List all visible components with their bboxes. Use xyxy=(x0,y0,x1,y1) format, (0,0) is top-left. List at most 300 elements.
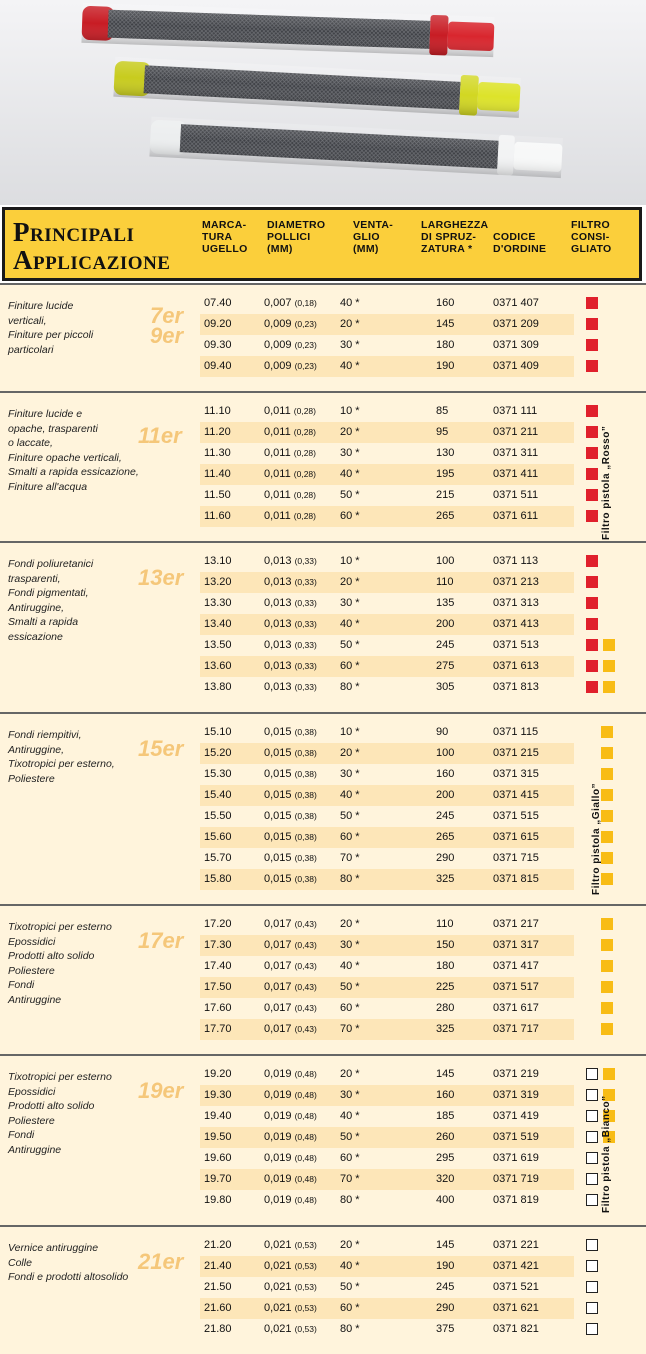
diameter-value xyxy=(264,810,317,822)
group-description-line: Finiture all'acqua xyxy=(8,480,88,493)
spray-width-value: 145 xyxy=(436,1068,455,1080)
order-code: 0371 407 xyxy=(493,297,539,309)
spray-width-value: 265 xyxy=(436,831,455,843)
group-description-line: Tixotropici per esterno xyxy=(8,921,112,933)
nozzle-series-mark: 9er xyxy=(150,323,184,348)
white-filter-indicator xyxy=(586,1068,598,1080)
diameter-mm: (0,53) xyxy=(294,1282,317,1292)
table-row xyxy=(200,1190,574,1211)
order-code: 0371 819 xyxy=(493,1194,539,1206)
yellow-filter-indicator xyxy=(601,939,613,951)
white-filter-indicator xyxy=(586,1239,598,1251)
diameter-value xyxy=(264,981,317,993)
order-code: 0371 215 xyxy=(493,747,539,759)
filter-label-bianco: Filtro pistola „Bianco” xyxy=(601,1095,612,1213)
fan-angle-value: 20 * xyxy=(340,918,360,930)
diameter-value xyxy=(264,726,317,738)
white-filter-indicator xyxy=(586,1173,598,1185)
group-description-line: Epossidici xyxy=(8,1085,56,1098)
diameter-inches: 0,019 xyxy=(264,1131,292,1143)
red-filter-indicator xyxy=(586,468,598,480)
table-row xyxy=(200,1085,574,1106)
fan-angle-value: 60 * xyxy=(340,660,360,672)
diameter-inches: 0,013 xyxy=(264,660,292,672)
diameter-value xyxy=(264,639,317,651)
diameter-inches: 0,015 xyxy=(264,831,292,843)
spray-width-value: 100 xyxy=(436,555,455,567)
order-code: 0371 317 xyxy=(493,939,539,951)
diameter-value xyxy=(264,918,317,930)
diameter-inches: 0,015 xyxy=(264,789,292,801)
nozzle-marking: 13.60 xyxy=(204,660,232,672)
spray-width-value: 265 xyxy=(436,510,455,522)
table-row xyxy=(200,1019,574,1040)
yellow-filter-indicator xyxy=(601,873,613,885)
fan-angle-value: 60 * xyxy=(340,510,360,522)
table-row xyxy=(200,743,574,764)
order-code: 0371 511 xyxy=(493,489,539,501)
order-code: 0371 313 xyxy=(493,597,539,609)
diameter-value xyxy=(264,405,316,417)
yellow-filter-indicator xyxy=(601,747,613,759)
diameter-inches: 0,019 xyxy=(264,1110,292,1122)
diameter-mm: (0,38) xyxy=(294,874,317,884)
group-description-line: Vernice antiruggine xyxy=(8,1242,99,1254)
nozzle-group xyxy=(0,1056,646,1225)
red-filter-indicator xyxy=(586,597,598,609)
fan-angle-value: 80 * xyxy=(340,1194,360,1206)
order-code: 0371 415 xyxy=(493,789,539,801)
nozzle-marking: 21.20 xyxy=(204,1239,232,1251)
table-row xyxy=(200,827,574,848)
diameter-value xyxy=(264,1152,317,1164)
diameter-value xyxy=(264,768,317,780)
diameter-mm: (0,53) xyxy=(294,1261,317,1271)
group-description-line: Epossidici xyxy=(8,935,56,948)
diameter-mm: (0,53) xyxy=(294,1324,317,1334)
nozzle-marking: 11.30 xyxy=(204,447,231,459)
diameter-mm: (0,38) xyxy=(294,748,317,758)
order-code: 0371 315 xyxy=(493,768,539,780)
nozzle-marking: 17.30 xyxy=(204,939,232,951)
order-code: 0371 519 xyxy=(493,1131,539,1143)
diameter-inches: 0,015 xyxy=(264,810,292,822)
diameter-inches: 0,013 xyxy=(264,576,292,588)
diameter-value xyxy=(264,318,317,330)
spray-width-value: 130 xyxy=(436,447,455,459)
white-filter-indicator xyxy=(586,1110,598,1122)
group-description-line: Smalti a rapida essicazione, xyxy=(8,466,139,478)
red-filter-indicator xyxy=(586,660,598,672)
fan-angle-value: 30 * xyxy=(340,1089,360,1101)
group-description-line: opache, trasparenti xyxy=(8,422,98,435)
diameter-value xyxy=(264,852,317,864)
spray-width-value: 160 xyxy=(436,1089,455,1101)
table-row xyxy=(200,1256,574,1277)
yellow-filter-indicator xyxy=(601,981,613,993)
red-filter-indicator xyxy=(586,426,598,438)
diameter-value xyxy=(264,339,317,351)
diameter-mm: (0,23) xyxy=(294,361,317,371)
group-description-line: Tixotropici per esterno xyxy=(8,1071,112,1083)
nozzle-marking: 11.60 xyxy=(204,510,231,522)
fan-angle-value: 50 * xyxy=(340,1131,360,1143)
group-description-line: Finiture opache verticali, xyxy=(8,451,122,464)
spray-width-value: 225 xyxy=(436,981,455,993)
nozzle-marking: 17.40 xyxy=(204,960,232,972)
order-code: 0371 717 xyxy=(493,1023,539,1035)
order-code: 0371 517 xyxy=(493,981,539,993)
nozzle-series-mark: 17er xyxy=(138,928,184,953)
yellow-filter-indicator xyxy=(601,789,613,801)
diameter-mm: (0,38) xyxy=(294,727,317,737)
diameter-value xyxy=(264,510,316,522)
group-description-line: Fondi xyxy=(8,979,35,991)
order-code: 0371 513 xyxy=(493,639,539,651)
red-filter-indicator xyxy=(586,360,598,372)
diameter-value xyxy=(264,489,316,501)
nozzle-group xyxy=(0,1227,646,1354)
group-description-line: Poliestere xyxy=(8,1114,55,1127)
nozzle-marking: 15.20 xyxy=(204,747,232,759)
diameter-inches: 0,013 xyxy=(264,681,292,693)
diameter-inches: 0,011 xyxy=(264,405,291,417)
diameter-value xyxy=(264,939,317,951)
white-filter-indicator xyxy=(586,1323,598,1335)
spray-width-value: 180 xyxy=(436,960,455,972)
spray-width-value: 195 xyxy=(436,468,455,480)
spray-width-value: 135 xyxy=(436,597,455,609)
nozzle-marking: 11.50 xyxy=(204,489,231,501)
red-filter-indicator xyxy=(586,576,598,588)
group-description-line: Prodotti alto solido xyxy=(8,950,95,962)
yellow-filter-indicator xyxy=(603,1068,615,1080)
group-description-line: Poliestere xyxy=(8,964,55,977)
nozzle-marking: 17.20 xyxy=(204,918,232,930)
yellow-filter-indicator xyxy=(601,960,613,972)
nozzle-marking: 19.30 xyxy=(204,1089,232,1101)
fan-angle-value: 20 * xyxy=(340,576,360,588)
order-code: 0371 211 xyxy=(493,426,539,438)
order-code: 0371 521 xyxy=(493,1281,539,1293)
diameter-inches: 0,021 xyxy=(264,1281,292,1293)
diameter-mm: (0,33) xyxy=(294,619,317,629)
header-col-ugello: MARCA- TURA UGELLO xyxy=(202,219,248,255)
order-code: 0371 309 xyxy=(493,339,539,351)
table-row xyxy=(200,464,574,485)
spray-width-value: 325 xyxy=(436,873,455,885)
table-row xyxy=(200,1319,574,1340)
order-code: 0371 715 xyxy=(493,852,539,864)
nozzle-marking: 13.30 xyxy=(204,597,232,609)
diameter-inches: 0,017 xyxy=(264,981,292,993)
group-description-line: Fondi pigmentati, xyxy=(8,587,89,599)
nozzle-marking: 21.80 xyxy=(204,1323,232,1335)
diameter-value xyxy=(264,447,316,459)
spray-width-value: 90 xyxy=(436,726,449,738)
spray-width-value: 275 xyxy=(436,660,455,672)
order-code: 0371 613 xyxy=(493,660,539,672)
diameter-inches: 0,019 xyxy=(264,1194,292,1206)
order-code: 0371 217 xyxy=(493,918,539,930)
diameter-inches: 0,019 xyxy=(264,1152,292,1164)
spray-width-value: 200 xyxy=(436,618,455,630)
yellow-filter-indicator xyxy=(601,1002,613,1014)
nozzle-marking: 17.70 xyxy=(204,1023,232,1035)
spray-width-value: 190 xyxy=(436,360,455,372)
diameter-value xyxy=(264,297,317,309)
diameter-mm: (0,28) xyxy=(293,490,316,500)
table-row xyxy=(200,656,574,677)
order-code: 0371 115 xyxy=(493,726,539,738)
table-row xyxy=(200,485,574,506)
spray-width-value: 325 xyxy=(436,1023,455,1035)
nozzle-marking: 09.40 xyxy=(204,360,232,372)
diameter-value xyxy=(264,1110,317,1122)
fan-angle-value: 20 * xyxy=(340,747,360,759)
group-description-line: Fondi poliuretanici xyxy=(8,558,94,570)
diameter-inches: 0,009 xyxy=(264,360,292,372)
diameter-mm: (0,43) xyxy=(294,1024,317,1034)
diameter-value xyxy=(264,426,316,438)
red-filter-indicator xyxy=(586,405,598,417)
yellow-filter-indicator xyxy=(601,810,613,822)
yellow-filter-indicator xyxy=(601,918,613,930)
red-filter-indicator xyxy=(586,510,598,522)
nozzle-marking: 19.50 xyxy=(204,1131,232,1143)
table-row xyxy=(200,401,574,422)
spray-width-value: 290 xyxy=(436,1302,455,1314)
diameter-value xyxy=(264,1302,317,1314)
group-description-line: Finiture per piccoli xyxy=(8,329,94,341)
fan-angle-value: 40 * xyxy=(340,297,360,309)
header-title-line2: Applicazione xyxy=(13,245,171,275)
nozzle-marking: 09.20 xyxy=(204,318,232,330)
nozzle-series-mark: 21er xyxy=(138,1249,184,1274)
fan-angle-value: 60 * xyxy=(340,1002,360,1014)
diameter-value xyxy=(264,618,317,630)
header-col-codice: CODICE D'ORDINE xyxy=(493,231,547,255)
table-header xyxy=(2,207,642,281)
fan-angle-value: 60 * xyxy=(340,1302,360,1314)
spray-width-value: 375 xyxy=(436,1323,455,1335)
fan-angle-value: 30 * xyxy=(340,597,360,609)
diameter-inches: 0,011 xyxy=(264,468,291,480)
nozzle-marking: 11.20 xyxy=(204,426,231,438)
white-filter-indicator xyxy=(586,1302,598,1314)
yellow-filter-indicator xyxy=(603,639,615,651)
table-row xyxy=(200,572,574,593)
table-row xyxy=(200,677,574,698)
diameter-mm: (0,23) xyxy=(294,319,317,329)
diameter-value xyxy=(264,1002,317,1014)
red-filter-indicator xyxy=(586,339,598,351)
diameter-mm: (0,38) xyxy=(294,769,317,779)
red-filter-indicator xyxy=(586,318,598,330)
nozzle-marking: 19.20 xyxy=(204,1068,232,1080)
fan-angle-value: 60 * xyxy=(340,831,360,843)
diameter-inches: 0,013 xyxy=(264,618,292,630)
diameter-mm: (0,48) xyxy=(294,1195,317,1205)
fan-angle-value: 80 * xyxy=(340,681,360,693)
diameter-value xyxy=(264,1173,317,1185)
table-row xyxy=(200,914,574,935)
spray-width-value: 290 xyxy=(436,852,455,864)
diameter-value xyxy=(264,1281,317,1293)
fan-angle-value: 40 * xyxy=(340,468,360,480)
diameter-inches: 0,021 xyxy=(264,1260,292,1272)
group-description-line: Prodotti alto solido xyxy=(8,1100,95,1112)
group-description-line: o laccate, xyxy=(8,437,53,449)
diameter-value xyxy=(264,1323,317,1335)
diameter-value xyxy=(264,597,317,609)
header-col-diametro: DIAMETRO POLLICI (MM) xyxy=(267,219,326,255)
nozzle-group xyxy=(0,906,646,1054)
filter-label-rosso: Filtro pistola „Rosso” xyxy=(601,425,612,540)
fan-angle-value: 30 * xyxy=(340,768,360,780)
group-description-line: Fondi riempitivi, xyxy=(8,729,82,741)
fan-angle-value: 10 * xyxy=(340,555,360,567)
red-filter-indicator xyxy=(586,447,598,459)
diameter-inches: 0,019 xyxy=(264,1089,292,1101)
spray-width-value: 160 xyxy=(436,297,455,309)
group-description-line: Antiruggine xyxy=(8,1143,62,1156)
diameter-mm: (0,33) xyxy=(294,556,317,566)
spray-width-value: 145 xyxy=(436,1239,455,1251)
diameter-mm: (0,48) xyxy=(294,1132,317,1142)
spray-width-value: 150 xyxy=(436,939,455,951)
diameter-inches: 0,019 xyxy=(264,1173,292,1185)
spray-width-value: 185 xyxy=(436,1110,455,1122)
diameter-inches: 0,017 xyxy=(264,960,292,972)
group-description-line: Tixotropici per esterno, xyxy=(8,758,115,770)
diameter-value xyxy=(264,789,317,801)
diameter-mm: (0,48) xyxy=(294,1153,317,1163)
diameter-mm: (0,38) xyxy=(294,790,317,800)
group-description-line: Antiruggine xyxy=(8,993,62,1006)
table-row xyxy=(200,869,574,890)
nozzle-group xyxy=(0,714,646,904)
order-code: 0371 821 xyxy=(493,1323,539,1335)
table-row xyxy=(200,1235,574,1256)
diameter-inches: 0,019 xyxy=(264,1068,292,1080)
order-code: 0371 409 xyxy=(493,360,539,372)
red-filter-indicator xyxy=(586,639,598,651)
table-row xyxy=(200,356,574,377)
diameter-value xyxy=(264,1239,317,1251)
diameter-mm: (0,43) xyxy=(294,940,317,950)
nozzle-marking: 13.10 xyxy=(204,555,232,567)
nozzle-marking: 19.60 xyxy=(204,1152,232,1164)
diameter-mm: (0,28) xyxy=(293,469,316,479)
table-row xyxy=(200,1106,574,1127)
header-col-filtro: FILTRO CONSI- GLIATO xyxy=(571,219,612,255)
diameter-value xyxy=(264,747,317,759)
fan-angle-value: 40 * xyxy=(340,618,360,630)
group-description-line: Colle xyxy=(8,1256,32,1269)
diameter-value xyxy=(264,1260,317,1272)
fan-angle-value: 80 * xyxy=(340,1323,360,1335)
fan-angle-value: 50 * xyxy=(340,1281,360,1293)
group-description-line: Antiruggine, xyxy=(8,601,65,614)
diameter-value xyxy=(264,468,316,480)
order-code: 0371 719 xyxy=(493,1173,539,1185)
fan-angle-value: 30 * xyxy=(340,939,360,951)
yellow-filter-indicator xyxy=(603,681,615,693)
spray-width-value: 110 xyxy=(436,576,454,588)
order-code: 0371 617 xyxy=(493,1002,539,1014)
diameter-mm: (0,28) xyxy=(293,448,316,458)
group-description-line: trasparenti, xyxy=(8,572,61,585)
diameter-mm: (0,43) xyxy=(294,919,317,929)
nozzle-group xyxy=(0,285,646,391)
diameter-inches: 0,021 xyxy=(264,1239,292,1251)
fan-angle-value: 30 * xyxy=(340,447,360,459)
diameter-inches: 0,009 xyxy=(264,339,292,351)
fan-angle-value: 20 * xyxy=(340,426,360,438)
spray-width-value: 215 xyxy=(436,489,455,501)
diameter-mm: (0,33) xyxy=(294,682,317,692)
table-row xyxy=(200,1148,574,1169)
order-code: 0371 417 xyxy=(493,960,539,972)
order-code: 0371 611 xyxy=(493,510,539,522)
nozzle-series-mark: 11er xyxy=(138,423,182,448)
diameter-inches: 0,017 xyxy=(264,939,292,951)
fan-angle-value: 40 * xyxy=(340,960,360,972)
spray-width-value: 190 xyxy=(436,1260,455,1272)
spray-width-value: 200 xyxy=(436,789,455,801)
diameter-mm: (0,28) xyxy=(293,406,316,416)
diameter-mm: (0,33) xyxy=(294,640,317,650)
nozzle-marking: 17.60 xyxy=(204,1002,232,1014)
nozzle-marking: 19.80 xyxy=(204,1194,232,1206)
diameter-mm: (0,48) xyxy=(294,1090,317,1100)
spray-width-value: 260 xyxy=(436,1131,455,1143)
group-description-line: verticali, xyxy=(8,314,47,327)
diameter-mm: (0,53) xyxy=(294,1240,317,1250)
yellow-filter-indicator xyxy=(601,1023,613,1035)
table-row xyxy=(200,443,574,464)
nozzle-marking: 15.80 xyxy=(204,873,232,885)
group-description-line: Fondi e prodotti altosolido xyxy=(8,1271,129,1283)
order-code: 0371 213 xyxy=(493,576,539,588)
spray-width-value: 180 xyxy=(436,339,455,351)
table-row xyxy=(200,1277,574,1298)
diameter-inches: 0,011 xyxy=(264,426,291,438)
diameter-value xyxy=(264,1023,317,1035)
nozzle-marking: 21.50 xyxy=(204,1281,232,1293)
white-filter-indicator xyxy=(586,1152,598,1164)
table-row xyxy=(200,551,574,572)
header-col-larghezza: LARGHEZZA DI SPRUZ- ZATURA * xyxy=(421,219,489,255)
fan-angle-value: 20 * xyxy=(340,1068,360,1080)
diameter-inches: 0,011 xyxy=(264,447,291,459)
red-filter-indicator xyxy=(586,297,598,309)
nozzle-marking: 21.60 xyxy=(204,1302,232,1314)
spray-width-value: 400 xyxy=(436,1194,455,1206)
yellow-filter-indicator xyxy=(601,852,613,864)
fan-angle-value: 40 * xyxy=(340,1110,360,1122)
yellow-filter-indicator xyxy=(603,660,615,672)
diameter-inches: 0,015 xyxy=(264,852,292,864)
fan-angle-value: 20 * xyxy=(340,1239,360,1251)
diameter-inches: 0,015 xyxy=(264,747,292,759)
nozzle-marking: 19.40 xyxy=(204,1110,232,1122)
order-code: 0371 421 xyxy=(493,1260,539,1272)
spray-width-value: 160 xyxy=(436,768,455,780)
diameter-mm: (0,33) xyxy=(294,577,317,587)
diameter-mm: (0,18) xyxy=(294,298,317,308)
